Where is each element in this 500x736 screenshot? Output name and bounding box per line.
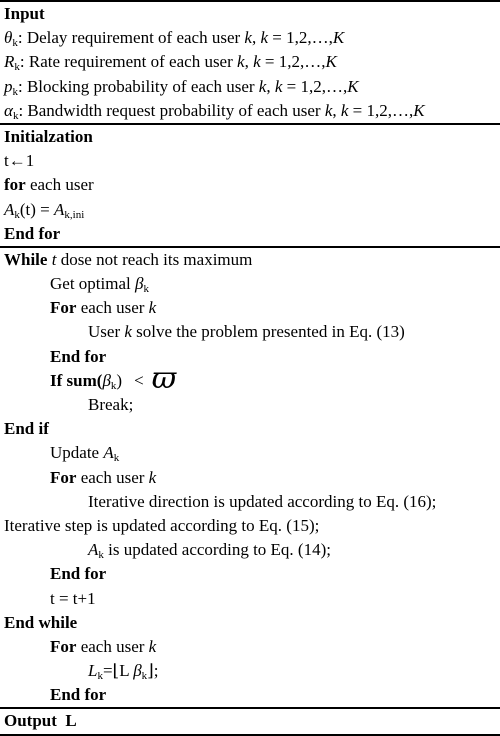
p-desc: : Blocking probability of each user	[18, 76, 259, 96]
user-word: User	[88, 322, 125, 342]
a-update-line	[0, 538, 500, 562]
alpha-sep: ,	[332, 100, 341, 120]
init-t-line: t←1	[4, 151, 35, 171]
end-for-1: End for	[50, 346, 107, 366]
if-keyword: If	[50, 370, 63, 390]
input-rate-line	[0, 50, 500, 74]
less-than: <	[134, 370, 144, 390]
k-upper: K	[347, 76, 359, 96]
t-var: t	[51, 249, 57, 269]
theta-sub: k	[12, 37, 18, 50]
l-assign: =⌊L	[102, 661, 134, 681]
k-var: k	[260, 28, 269, 48]
end-if: End if	[4, 419, 49, 439]
init-for-line	[0, 173, 500, 197]
end-while: End while	[4, 612, 78, 632]
loop-section	[0, 246, 500, 708]
while-line	[0, 248, 500, 272]
break-line: Break;	[88, 395, 134, 414]
input-block-line	[0, 75, 500, 99]
direction-line: Iterative direction is updated according to Eq. (16);	[88, 491, 437, 511]
omega-symbol: ϖ	[151, 360, 177, 396]
k-var: k	[148, 636, 157, 656]
k-upper: K	[332, 28, 345, 48]
step-line: Iterative step is updated according to Eq. (15);	[4, 515, 320, 535]
for-rest: each user	[25, 175, 94, 195]
a-update-rest: is updated according to Eq. (14);	[103, 540, 331, 560]
a-sub: k	[14, 208, 20, 221]
range-text: = 1,2,…,	[282, 76, 348, 96]
beta-sub: k	[110, 379, 117, 392]
each-user: each user	[76, 636, 149, 656]
k-var: k	[253, 52, 261, 72]
for-user-line-2	[0, 466, 500, 490]
k-var: k	[148, 298, 157, 318]
for-keyword: For	[50, 636, 77, 656]
k-upper: K	[413, 100, 425, 120]
alpha-symbol: α	[4, 100, 13, 120]
beta-symbol: β	[102, 370, 111, 390]
if-line	[0, 360, 500, 396]
input-theta-line	[0, 26, 500, 50]
input-heading: Input	[4, 4, 45, 23]
k-var: k	[340, 100, 349, 120]
lparen: (	[96, 370, 103, 390]
a-sub: k	[98, 549, 104, 562]
alpha-desc: : Bandwidth request probability of each user	[18, 100, 325, 120]
output-section	[0, 707, 500, 735]
for-keyword: For	[50, 467, 77, 487]
r-sub: k	[14, 61, 20, 74]
output-label: Output	[4, 711, 57, 731]
init-end-for: End for	[4, 223, 61, 243]
t-increment-line: t = t+1	[50, 588, 96, 608]
l-assign-line	[0, 659, 500, 683]
beta-sub: k	[141, 670, 148, 683]
p-symbol: p	[4, 76, 13, 96]
get-optimal-line	[0, 272, 500, 296]
beta-symbol: β	[134, 274, 144, 294]
beta-sub: k	[143, 283, 149, 296]
l-close: ⌋;	[147, 661, 159, 681]
init-section	[0, 123, 500, 246]
output-value: L	[65, 711, 77, 731]
a-ini-sub: k,ini	[64, 208, 85, 221]
init-a-line	[0, 198, 500, 222]
sum-keyword: sum	[66, 370, 97, 390]
end-for-2: End for	[50, 564, 107, 584]
k-var: k	[237, 52, 245, 72]
for-user-line-3	[0, 635, 500, 659]
k-var: k	[148, 467, 157, 487]
p-sub: k	[12, 85, 18, 98]
get-optimal-text: Get optimal	[50, 274, 135, 294]
a-symbol: A	[88, 540, 99, 560]
r-sep: ,	[244, 52, 254, 72]
k-var: k	[124, 322, 132, 342]
for-keyword: for	[4, 175, 26, 195]
while-keyword: While	[4, 249, 48, 269]
solve-line	[0, 320, 500, 344]
theta-symbol: θ	[4, 28, 13, 48]
r-symbol: R	[4, 52, 15, 72]
end-for-3: End for	[50, 685, 107, 705]
alpha-sub: k	[12, 109, 19, 122]
while-rest: dose not reach its maximum	[56, 249, 253, 269]
update-text: Update	[50, 443, 104, 463]
range-text: = 1,2,…,	[260, 52, 326, 72]
a-symbol: A	[54, 199, 65, 219]
for-user-line	[0, 296, 500, 320]
p-sep: ,	[266, 76, 275, 96]
solve-rest: solve the problem presented in Eq. (13)	[131, 322, 405, 342]
output-line	[0, 709, 500, 733]
a-symbol: A	[103, 443, 114, 463]
k-var: k	[274, 76, 283, 96]
rparen: )	[116, 370, 123, 390]
input-alpha-line	[0, 99, 500, 123]
a-mid: (t) =	[19, 199, 55, 219]
r-desc: : Rate requirement of each user	[19, 52, 238, 72]
range-text: = 1,2,…,	[348, 100, 414, 120]
k-var: k	[258, 76, 267, 96]
each-user: each user	[76, 467, 149, 487]
range-text: = 1,2,…,	[268, 28, 333, 48]
l-symbol: L	[88, 661, 98, 681]
k-var: k	[244, 28, 252, 48]
theta-sep: ,	[251, 28, 261, 48]
k-var: k	[324, 100, 333, 120]
a-symbol: A	[4, 199, 15, 219]
theta-desc: : Delay requirement of each user	[17, 28, 245, 48]
k-upper: K	[325, 52, 337, 72]
l-sub: k	[97, 670, 103, 683]
each-user: each user	[76, 298, 149, 318]
input-section	[0, 0, 500, 123]
for-keyword: For	[50, 298, 77, 318]
a-sub: k	[113, 452, 120, 465]
beta-symbol: β	[133, 661, 142, 681]
init-heading: Initialzation	[4, 126, 93, 146]
update-line	[0, 441, 500, 465]
